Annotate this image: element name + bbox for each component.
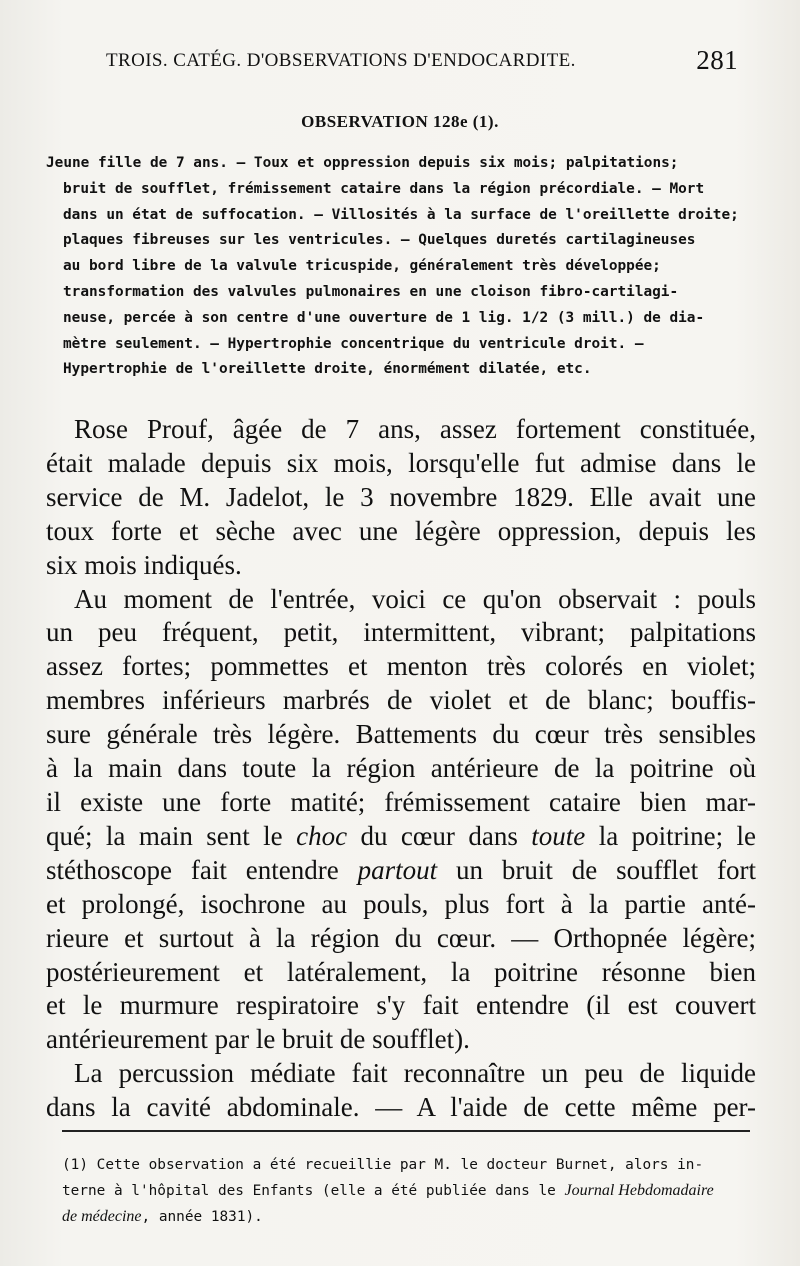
text-line: il existe une forte matité; frémissement cataire bien mar-: [46, 786, 756, 817]
text-line: était malade depuis six mois, lorsqu'elle fut admise dans le: [46, 447, 756, 478]
text-run: du cœur dans: [347, 820, 532, 851]
text-line: toux forte et sèche avec une légère oppression, depuis les: [46, 515, 756, 546]
text-line: postérieurement et latéralement, la poitrine résonne bien: [46, 956, 756, 987]
text-line: rieure et surtout à la région du cœur. — Orthopnée légère;: [46, 922, 756, 953]
text-line: et prolongé, isochrone au pouls, plus fort à la partie anté-: [46, 888, 756, 919]
running-head-title: TROIS. CATÉG. D'OBSERVATIONS D'ENDOCARDITE.: [106, 50, 576, 71]
summary-line: mètre seulement. — Hypertrophie concentrique du ventricule droit. —: [63, 335, 644, 352]
italic-run: choc: [296, 820, 348, 851]
text-line: sure générale très légère. Battements du cœur très sensibles: [46, 719, 756, 750]
summary-line: plaques fibreuses sur les ventricules. — Quelques duretés cartilagineuses: [63, 232, 696, 249]
text-line: à la main dans toute la région antérieure de la poitrine où: [46, 753, 756, 784]
text-line: antérieurement par le bruit de soufflet).: [46, 1024, 470, 1055]
text-line: [46, 820, 756, 854]
observation-summary: [46, 151, 756, 383]
summary-line: dans un état de suffocation. — Villosités à la surface de l'oreillette droite;: [63, 206, 739, 223]
footnote-rule: [62, 1130, 750, 1132]
text-line: service de M. Jadelot, le 3 novembre 1829. Elle avait une: [46, 481, 756, 512]
text-line: dans la cavité abdominale. — A l'aide de cette même per-: [46, 1092, 756, 1123]
text-line: assez fortes; pommettes et menton très colorés en violet;: [46, 651, 756, 682]
observation-title: OBSERVATION 128e (1).: [301, 112, 499, 131]
text-line: membres inférieurs marbrés de violet et de blanc; bouffis-: [46, 685, 756, 716]
text-line: et le murmure respiratoire s'y fait entendre (il est couvert: [46, 990, 756, 1021]
italic-run: de médecine: [62, 1208, 142, 1225]
summary-line: Jeune fille de 7 ans. — Toux et oppression depuis six mois; palpitations;: [46, 155, 679, 171]
text-run: qué; la main sent le: [46, 820, 297, 851]
text-line: un peu fréquent, petit, intermittent, vibrant; palpitations: [46, 617, 756, 648]
footnote-line: [62, 1204, 752, 1230]
text-run: la poitrine; le: [585, 820, 757, 851]
footnote-line: (1) Cette observation a été recueillie par M. le docteur Burnet, alors in-: [62, 1157, 704, 1173]
text-line: La percussion médiate fait reconnaître un peu de liquide: [74, 1058, 756, 1089]
running-head: [106, 45, 746, 78]
body-text: [46, 413, 756, 1125]
summary-line: au bord libre de la valvule tricuspide, généralement très développée;: [63, 258, 661, 275]
page-number: 281: [696, 45, 738, 75]
summary-line: bruit de soufflet, frémissement cataire dans la région précordiale. — Mort: [63, 180, 705, 197]
summary-line: neuse, percée à son centre d'une ouverture de 1 lig. 1/2 (3 mill.) de dia-: [63, 309, 705, 326]
text-run: , année 1831).: [141, 1209, 263, 1225]
summary-line: Hypertrophie de l'oreillette droite, énormément dilatée, etc.: [63, 361, 592, 378]
footnote-line: [62, 1178, 752, 1204]
footnote: [62, 1152, 752, 1230]
italic-run: partout: [357, 854, 438, 885]
italic-run: Journal Hebdomadaire: [564, 1182, 714, 1199]
text-line: Au moment de l'entrée, voici ce qu'on observait : pouls: [74, 583, 756, 614]
italic-run: toute: [531, 820, 586, 851]
text-run: un bruit de soufflet fort: [437, 854, 756, 885]
text-line: Rose Prouf, âgée de 7 ans, assez fortement constituée,: [74, 414, 756, 444]
text-run: stéthoscope fait entendre: [46, 854, 358, 885]
text-run: terne à l'hôpital des Enfants (elle a été publiée dans le: [62, 1183, 565, 1199]
text-line: six mois indiqués.: [46, 549, 242, 580]
summary-line: transformation des valvules pulmonaires en une cloison fibro-cartilagi-: [63, 283, 679, 300]
text-line: [46, 854, 756, 888]
